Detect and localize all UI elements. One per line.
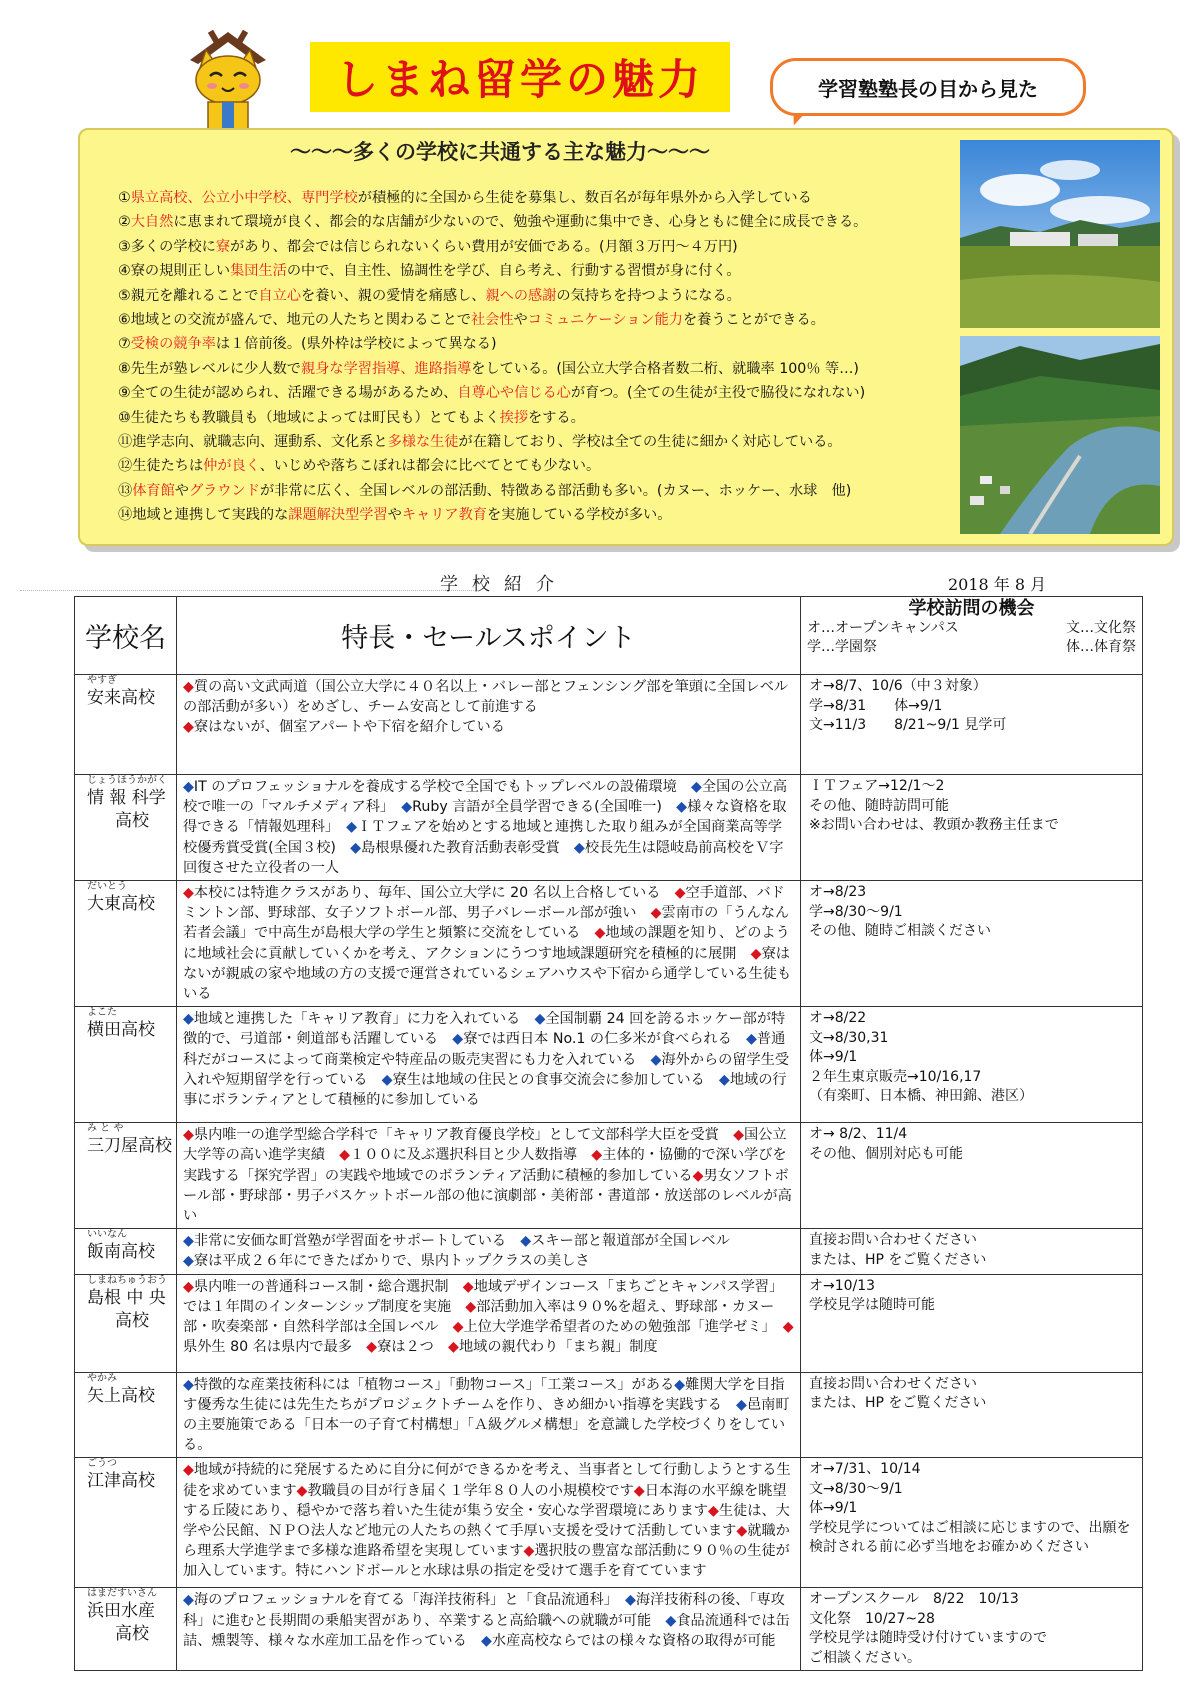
point-number: ⑬ (118, 482, 133, 499)
visit-line: 直接お問い合わせください (809, 1375, 977, 1392)
header-visit (801, 597, 1143, 675)
point-number: ③ (118, 238, 131, 255)
red-diamond-icon: ◆ (523, 1543, 535, 1560)
point-text: 先生が塾レベルに少人数で (130, 360, 301, 377)
page-title (310, 42, 730, 112)
point-number: ⑪ (118, 434, 133, 451)
feature-text: 空手道部、バドミントン部、野球部、女子ソフトボール部、男子バレーボール部が強い (183, 885, 785, 922)
point-text: を実施している学校が多い。 (486, 507, 672, 524)
feature-text: 主体的・協働的で深い学びを実践する「探究学習」の実践や地域でのボランティア活動に積極的参加している (183, 1147, 787, 1184)
features-cell (177, 1458, 801, 1588)
appeal-point (118, 479, 948, 503)
features-cell (177, 881, 801, 1007)
blue-diamond-icon: ◆ (480, 1632, 492, 1649)
point-text: 地域と連携して実践的な (132, 507, 289, 524)
feature-text: 全国制覇 24 回を誇るホッケー部が特徴的で、弓道部・剣道部も活躍している (183, 1011, 786, 1048)
visit-cell (801, 1274, 1143, 1372)
school-name: 情 報 科学 (87, 788, 166, 808)
point-number: ① (118, 190, 131, 206)
feature-text: IT のプロフェッショナルを養成する学校で全国でもトップレベルの設備環境 (193, 779, 691, 795)
school-name-reading: やかみ (87, 1372, 117, 1384)
feature-text: スキー部と報道部が全国レベル (531, 1233, 730, 1250)
blue-diamond-icon: ◆ (346, 819, 358, 836)
point-highlight: グラウンド (188, 482, 260, 499)
red-diamond-icon: ◆ (674, 885, 686, 902)
point-text: は１倍前後。(県外枠は学校によって異なる) (215, 336, 497, 353)
red-diamond-icon: ◆ (183, 1278, 194, 1295)
school-name-cell (75, 775, 177, 881)
visit-line: 文→8/30〜9/1 (809, 1480, 903, 1497)
table-row (75, 1229, 1143, 1274)
feature-text: 選択肢の豊富な部活動に９０％の生徒が加入しています。特にハンドボールと水球は県の指定を受けて選手を育てています (183, 1543, 790, 1580)
table-row (75, 1007, 1143, 1123)
blue-diamond-icon: ◆ (690, 779, 702, 795)
visit-line: オ→8/7、10/6（中３対象） (809, 678, 987, 694)
school-name-cell (75, 675, 177, 775)
point-text: や (174, 482, 189, 499)
table-row (75, 1588, 1143, 1671)
point-text: や (387, 507, 402, 524)
point-highlight: 課題解決型学習 (288, 507, 388, 524)
school-name: 三刀屋高校 (87, 1136, 172, 1157)
feature-text: 地域が持続的に発展するために自分に何ができるかを考え、当事者として行動しようとする生徒を求めています (183, 1462, 791, 1499)
point-number: ⑨ (118, 385, 131, 402)
blue-diamond-icon: ◆ (452, 1031, 464, 1048)
feature-text: 地域デザインコース「まちごとキャンパス学習」では１年間のインターンシップ制度を実施 (183, 1278, 784, 1315)
point-text: を養い、親の愛情を痛感し、 (301, 287, 486, 304)
point-highlight: 親への感謝 (485, 287, 557, 304)
point-text: に恵まれて環境が良く、都会的な店舗が少ないので、勉強や運動に集中でき、心身ともに健全に成長できる。 (173, 214, 868, 231)
visit-cell (801, 881, 1143, 1007)
red-diamond-icon: ◆ (296, 1482, 308, 1499)
red-diamond-icon: ◆ (591, 1147, 603, 1164)
point-number: ⑫ (118, 458, 133, 475)
point-highlight: 自尊心や信じる心 (457, 385, 571, 402)
feature-text: 邑南町の主要施策である「日本一の子育て村構想」「Ａ級グルメ構想」を意識した学校づくりをしている。 (183, 1396, 790, 1454)
feature-text: 国公立大学等の高い進学実績 (183, 1127, 787, 1164)
feature-text: 海洋技術科の後、「専攻科」に進むと長期間の乗船実習があり、卒業すると高給職への就職が可能 (183, 1592, 785, 1629)
school-name: 大東高校 (87, 894, 155, 915)
issue-date: 2018 年 8 月 (948, 575, 1047, 594)
feature-text: 海のプロフェッショナルを育てる「海洋技術科」と「食品流通科」 (193, 1592, 625, 1609)
visit-cell (801, 1123, 1143, 1229)
feature-text: 県外生 80 名は県内で最多 (183, 1339, 367, 1356)
feature-text: 日本海の水平線を眺望する丘陵にあり、穏やかで落ち着いた生徒が集う安全・安心な学習環境にあります (183, 1482, 787, 1519)
red-diamond-icon: ◆ (448, 1339, 459, 1356)
school-name-reading: やすぎ (87, 675, 117, 686)
point-text: や (513, 312, 528, 329)
point-text: 、いじめや落ちこぼれは都会に比べてとても少ない。 (259, 458, 601, 475)
point-number: ⑧ (118, 360, 131, 377)
feature-text: 地域の親代わり「まち親」制度 (458, 1339, 658, 1356)
point-highlight: キャリア教育 (401, 507, 487, 524)
appeal-point (118, 381, 948, 405)
school-name-reading: ごうつ (87, 1458, 117, 1470)
visit-line: 文化祭 10/27~28 (809, 1610, 935, 1627)
school-name: 矢上高校 (87, 1385, 155, 1406)
school-name-cell (75, 1123, 177, 1229)
school-name: 安来高校 (87, 688, 155, 708)
appeal-point (118, 357, 948, 381)
visit-line: 体→9/1 (809, 1500, 858, 1517)
point-text: の気持ちを持つようになる。 (556, 287, 741, 304)
point-text: 地域との交流が盛んで、地元の人たちと関わることで (130, 312, 471, 329)
feature-text: 島根県優れた教育活動表彰受賞 (361, 839, 574, 856)
red-diamond-icon: ◆ (633, 1482, 645, 1499)
features-cell (177, 1372, 801, 1458)
visit-line: オ→ 8/2、11/4 (809, 1126, 908, 1143)
blue-diamond-icon: ◆ (381, 1071, 393, 1088)
legend-taiikusai: 体…体育祭 (1066, 639, 1136, 655)
point-highlight: 県立高校、公立小中学校、専門学校 (130, 190, 358, 206)
red-diamond-icon: ◆ (750, 945, 762, 962)
feature-text: 寮生は地域の住民との食事交流会に参加している (392, 1071, 719, 1088)
feature-text: 寮では西日本 No.1 の仁多米が食べられる (463, 1031, 746, 1048)
legend-line-1 (807, 619, 1136, 638)
point-number: ⑤ (118, 287, 131, 304)
legend-line-2 (807, 638, 1136, 657)
table-row (75, 1458, 1143, 1588)
point-highlight: 自立心 (258, 287, 302, 304)
visit-cell (801, 1458, 1143, 1588)
table-row (75, 675, 1143, 775)
visit-cell (801, 675, 1143, 775)
feature-text: 難関大学を目指す優秀な生徒には先生たちがプロジェクトチームを作り、きめ細かい指導を実践する (183, 1376, 785, 1413)
blue-diamond-icon: ◆ (183, 1592, 194, 1609)
point-highlight: 親身な学習指導、進路指導 (301, 360, 472, 377)
appeal-point (118, 186, 948, 210)
blue-diamond-icon: ◆ (183, 1376, 194, 1393)
feature-text: 校長先生は隠岐島前高校をＶ字回復させた立役者の一人 (183, 839, 784, 876)
school-name: 島根 中 央 (87, 1287, 166, 1308)
visit-line: 直接お問い合わせください (809, 1232, 977, 1249)
feature-text: 本校には特進クラスがあり、毎年、国公立大学に 20 名以上合格している (193, 885, 675, 902)
visit-line: ２年生東京販売→10/16,17 (809, 1068, 982, 1085)
feature-text: 寮は２つ (377, 1339, 449, 1356)
feature-text: 地域の行事にボランティアとして積極的に参加している (183, 1071, 787, 1109)
header-features: 特長・セールスポイント (177, 597, 801, 675)
point-text: 寮の規則正しい (130, 263, 231, 280)
point-number: ⑩ (118, 409, 131, 426)
school-name: 飯南高校 (87, 1242, 155, 1263)
school-name: 江津高校 (87, 1471, 155, 1492)
point-text: をする。 (528, 409, 585, 426)
point-highlight: 社会性 (470, 312, 514, 329)
appeal-point (118, 235, 948, 259)
school-name-reading: だいとう (87, 881, 127, 893)
feature-text: 上位大学進学希望者のための勉強部「進学ゼミ」 (463, 1319, 783, 1336)
appeal-point (118, 430, 948, 454)
school-name-cell (75, 1588, 177, 1671)
bubble-text: 学習塾塾長の目から見た (818, 76, 1038, 101)
red-diamond-icon: ◆ (462, 1278, 474, 1295)
appeal-point (118, 332, 948, 356)
feature-text: 生徒は、大学や公民館、ＮＰＯ法人など地元の人たちの熱くて手厚い支援を受けて活動しています (183, 1502, 790, 1540)
red-diamond-icon: ◆ (183, 1127, 194, 1144)
appeal-point (118, 406, 948, 430)
school-name-cell (75, 1007, 177, 1123)
table-row (75, 775, 1143, 881)
feature-text: 雲南市の「うんなん若者会議」で中高生が島根大学の学生と頻繁に交流をしている (183, 905, 790, 942)
appeal-points-list (118, 186, 948, 528)
visit-cell (801, 775, 1143, 881)
blue-diamond-icon: ◆ (183, 779, 194, 795)
blue-diamond-icon: ◆ (746, 1031, 757, 1048)
blue-diamond-icon: ◆ (350, 839, 362, 856)
features-cell (177, 675, 801, 775)
point-text: 生徒たちは (132, 458, 204, 475)
point-text: 生徒たちも教職員も（地域によっては町民も）とてもよく (130, 409, 500, 426)
visit-line: 学→8/31 体→9/1 (809, 697, 943, 714)
visit-line: 学校見学についてはご相談に応じますので、出願を検討される前に必ず当地をお確かめください (809, 1519, 1131, 1556)
blue-diamond-icon: ◆ (676, 799, 688, 816)
header-school-name: 学校名 (75, 597, 177, 675)
point-text: 親元を離れることで (130, 287, 259, 304)
features-cell (177, 1229, 801, 1274)
school-name-suffix: 高校 (115, 811, 149, 831)
blue-diamond-icon: ◆ (520, 1233, 532, 1250)
appeal-point (118, 503, 948, 527)
feature-text: 海外からの留学生受入れや短期留学を行っている (183, 1051, 790, 1088)
school-landscape-photo (960, 140, 1160, 328)
point-number: ② (118, 214, 131, 231)
point-number: ④ (118, 263, 131, 280)
features-cell (177, 775, 801, 881)
features-cell (177, 1588, 801, 1671)
blue-diamond-icon: ◆ (665, 1612, 677, 1629)
page-title-text: しまね留学の魅力 (335, 55, 704, 104)
red-diamond-icon: ◆ (339, 1147, 350, 1164)
blue-diamond-icon: ◆ (674, 1376, 686, 1393)
school-name-cell (75, 1229, 177, 1274)
point-number: ⑭ (118, 507, 133, 524)
point-text: 進学志向、就職志向、運動系、文化系と (132, 434, 388, 451)
visit-line: その他、随時ご相談ください (809, 923, 991, 940)
appeal-point (118, 259, 948, 283)
red-diamond-icon: ◆ (366, 1339, 378, 1356)
school-name-reading: しまねちゅうおう (87, 1274, 167, 1286)
point-text: があり、都会では信じられないくらい費用が安価である。(月額３万円〜４万円) (230, 238, 738, 255)
appeal-point (118, 210, 948, 234)
visit-line: 文→8/30,31 (809, 1029, 889, 1046)
features-cell (177, 1274, 801, 1372)
red-diamond-icon: ◆ (183, 679, 194, 695)
feature-text: 男女ソフトボール部・野球部・男子バスケットボール部の他に演劇部・美術部・書道部・放送部のレベルが高い (183, 1167, 792, 1225)
blue-diamond-icon: ◆ (401, 799, 413, 816)
visit-line: または、HP をご覧ください (809, 1395, 987, 1412)
visit-line: オ→8/22 (809, 1010, 867, 1027)
visit-cell (801, 1372, 1143, 1458)
point-number: ⑥ (118, 312, 131, 329)
red-diamond-icon: ◆ (782, 1319, 794, 1336)
school-name-reading: み と や (87, 1123, 124, 1135)
feature-text: 寮はないが、個室アパートや下宿を紹介している (193, 719, 505, 736)
blue-diamond-icon: ◆ (573, 839, 585, 856)
visit-line: （有楽町、日本橋、神田錦、港区） (809, 1088, 1033, 1105)
header-visit-title: 学校訪問の機会 (908, 598, 1035, 619)
blue-diamond-icon: ◆ (736, 1396, 747, 1413)
school-name-cell (75, 881, 177, 1007)
feature-text: 地域の課題を知り、どのように地域社会に貢献していくかを考え、アクションにうつす地域課題研究を積極的に展開 (183, 925, 790, 962)
point-text: 全ての生徒が認められ、活躍できる場があるため、 (130, 385, 458, 402)
feature-text: ＩＴフェアを始めとする地域と連携した取り組みが全国商業高等学校優秀賞受賞(全国３校) (183, 819, 782, 856)
blue-diamond-icon: ◆ (183, 1011, 194, 1028)
panel-subtitle: 〜〜〜多くの学校に共通する主な魅力〜〜〜 (290, 140, 710, 164)
river-valley-photo (960, 336, 1160, 534)
red-diamond-icon: ◆ (183, 1462, 194, 1479)
blue-diamond-icon: ◆ (183, 1253, 194, 1270)
red-diamond-icon: ◆ (707, 1502, 719, 1519)
school-name-reading: はまだすいさん (87, 1588, 157, 1600)
point-highlight: 寮 (215, 238, 231, 255)
feature-text: 全国の公立高校で唯一の「マルチメディア科」 (183, 779, 788, 816)
table-row (75, 1372, 1143, 1458)
appeal-point (118, 454, 948, 478)
visit-line: 文→11/3 8/21~9/1 見学可 (809, 717, 1007, 733)
visit-line: 学校見学は随時受け付けていますので (809, 1630, 1047, 1647)
visit-line: 学→8/30〜9/1 (809, 903, 903, 920)
visit-line: その他、個別対応も可能 (809, 1145, 963, 1162)
red-diamond-icon: ◆ (650, 905, 662, 922)
school-name: 浜田水産 (87, 1601, 155, 1622)
visit-line: その他、随時訪問可能 (809, 797, 949, 814)
red-diamond-icon: ◆ (736, 1523, 748, 1540)
point-text: の中で、自主性、協調性を学び、自ら考え、行動する習慣が身に付く。 (286, 263, 741, 280)
point-text: が非常に広く、全国レベルの部活動、特徴ある部活動も多い。(カヌー、ホッケー、水球 他) (259, 482, 852, 499)
visit-cell (801, 1229, 1143, 1274)
appeal-point (118, 308, 948, 332)
point-text: が在籍しており、学校は全ての生徒に細かく対応している。 (458, 434, 842, 451)
feature-text: 普通科だがコースによって商業検定や特産品の販売実習にも力を入れている (183, 1031, 786, 1068)
feature-text: 県内唯一の進学型総合学科で「キャリア教育優良学校」として文部科学大臣を受賞 (193, 1127, 734, 1144)
point-highlight: 受検の競争率 (130, 336, 216, 353)
visit-cell (801, 1588, 1143, 1671)
section-title: 学校紹介 (440, 574, 568, 595)
visit-line: オープンスクール 8/22 10/13 (809, 1591, 1019, 1608)
school-name-suffix: 高校 (115, 1310, 149, 1331)
feature-text: Ruby 言語が全員学習できる(全国唯一) (412, 799, 677, 816)
school-name-reading: いいなん (87, 1229, 127, 1241)
school-name: 横田高校 (87, 1020, 155, 1041)
point-highlight: 体育館 (132, 482, 175, 499)
point-text: が育つ。(全ての生徒が主役で脇役になれない) (570, 385, 866, 402)
blue-diamond-icon: ◆ (534, 1011, 546, 1028)
blue-diamond-icon: ◆ (650, 1051, 662, 1068)
feature-text: 非常に安価な町営塾が学習面をサポートしている (193, 1233, 521, 1250)
red-diamond-icon: ◆ (594, 925, 606, 942)
blue-diamond-icon: ◆ (624, 1592, 636, 1609)
feature-text: 食品流通科では缶詰、燻製等、様々な水産加工品を作っている (183, 1612, 790, 1649)
feature-text: 県内唯一の普通科コース制・総合選択制 (193, 1278, 463, 1295)
point-highlight: 挨拶 (499, 409, 529, 426)
school-name-reading: よこた (87, 1007, 117, 1019)
point-text: をしている。(国公立大学合格者数二桁、就職率 100％ 等…) (471, 360, 859, 377)
visit-line: オ→7/31、10/14 (809, 1461, 921, 1478)
visit-line: オ→10/13 (809, 1277, 876, 1294)
visit-cell (801, 1007, 1143, 1123)
table-row (75, 1274, 1143, 1372)
legend-gakuensai: 学…学園祭 (807, 639, 877, 655)
visit-line: 学校見学は随時可能 (809, 1297, 935, 1314)
features-cell (177, 1007, 801, 1123)
features-cell (177, 1123, 801, 1229)
visit-line: オ→8/23 (809, 884, 867, 901)
red-diamond-icon: ◆ (183, 719, 194, 736)
divider (20, 590, 480, 591)
feature-text: 様々な資格を取得できる「情報処理科」 (183, 799, 787, 836)
school-name-cell (75, 1458, 177, 1588)
point-text: が積極的に全国から生徒を募集し、数百名が毎年県外から入学している (357, 190, 812, 206)
feature-text: 教職員の目が行き届く１学年８０人の小規模校です (307, 1482, 634, 1499)
visit-line: 体→9/1 (809, 1049, 858, 1066)
speech-bubble-icon (770, 58, 1086, 116)
legend-open-campus: オ…オープンキャンパス (807, 620, 959, 636)
point-number: ⑦ (118, 336, 131, 353)
feature-text: 地域と連携した「キャリア教育」に力を入れている (193, 1011, 535, 1028)
red-diamond-icon: ◆ (183, 885, 194, 902)
visit-line: ＩＴフェア→12/1〜2 (809, 778, 945, 794)
feature-text: 特徴的な産業技術科には「植物コース」「動物コース」「工業コース」がある (193, 1376, 675, 1393)
legend-bunkasai: 文…文化祭 (1066, 620, 1136, 636)
feature-text: 寮は平成２６年にできたばかりで、県内トップクラスの美しさ (193, 1253, 590, 1270)
table-header-row (75, 597, 1143, 675)
visit-line: または、HP をご覧ください (809, 1251, 987, 1268)
feature-text: 水産高校ならではの様々な資格の取得が可能 (491, 1632, 776, 1649)
table-row (75, 1123, 1143, 1229)
visit-line: ※お問い合わせは、教頭か教務主任まで (809, 817, 1059, 833)
blue-diamond-icon: ◆ (718, 1071, 730, 1088)
feature-text: 部活動加入率は９０%を超え、野球部・カヌー部・吹奏楽部・自然科学部は全国レベル (183, 1298, 775, 1336)
mascot-cat-icon (182, 28, 274, 138)
red-diamond-icon: ◆ (733, 1127, 744, 1144)
school-name-suffix: 高校 (115, 1624, 149, 1645)
red-diamond-icon: ◆ (465, 1298, 477, 1315)
school-name-cell (75, 1274, 177, 1372)
red-diamond-icon: ◆ (452, 1319, 464, 1336)
point-highlight: 集団生活 (230, 263, 287, 280)
point-highlight: 多様な生徒 (387, 434, 459, 451)
point-highlight: 大自然 (130, 214, 174, 231)
feature-text: 質の高い文武両道（国公立大学に４０名以上・バレー部とフェンシング部を筆頭に全国レベルの部活動が多い）をめざし、チーム安高として前進する (183, 679, 789, 716)
point-text: 多くの学校に (130, 238, 216, 255)
table-row (75, 881, 1143, 1007)
school-name-reading: じょうほうかがく (87, 775, 167, 786)
red-diamond-icon: ◆ (692, 1167, 704, 1184)
blue-diamond-icon: ◆ (183, 1233, 194, 1250)
point-highlight: コミュニケーション能力 (527, 312, 683, 329)
point-highlight: 仲が良く (203, 458, 260, 475)
feature-text: 就職から理系大学進学まで多様な進路希望を実現しています (183, 1523, 790, 1560)
school-name-cell (75, 1372, 177, 1458)
point-text: を養うことができる。 (682, 312, 825, 329)
feature-text: 寮はないが親戚の家や地域の方の支援で運営されているシェアハウスや下宿から通学している生徒もいる (183, 945, 792, 1003)
school-table (74, 596, 1143, 1671)
visit-line: ご相談ください。 (809, 1649, 921, 1666)
feature-text: １００に及ぶ選択科目と少人数指導 (350, 1147, 592, 1164)
appeal-point (118, 284, 948, 308)
